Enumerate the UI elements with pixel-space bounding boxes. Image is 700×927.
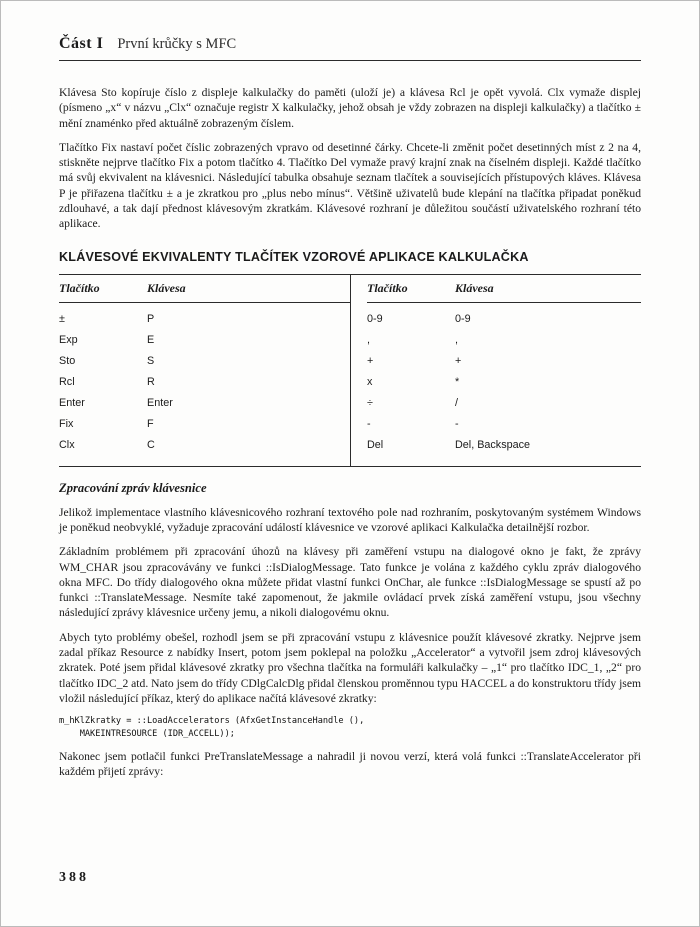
paragraph-3: Jelikož implementace vlastního klávesnicového rozhraní textového pole nad rozhraním, poskytovaným systémem Windows je poněkud neobvyklé, vyžaduje zpracování událostí klávesnice ve vzorové aplikaci Kalkulačka detailnější rozbor. (59, 505, 641, 534)
table-row (367, 393, 641, 414)
table-row (367, 330, 641, 351)
cell-button: Fix (59, 417, 74, 430)
table-row (59, 435, 350, 456)
subsection-heading: Zpracování zpráv klávesnice (59, 480, 207, 495)
table-row (59, 351, 350, 372)
table-left-header-row (59, 275, 350, 303)
chapter-title: První krůčky s MFC (117, 36, 237, 52)
cell-key: * (455, 375, 460, 388)
code-line-1: m_hKlZkratky = ::LoadAccelerators (AfxGetInstanceHandle (), (59, 716, 365, 727)
table-row (367, 414, 641, 435)
cell-button: Rcl (59, 375, 75, 388)
paragraph-1: Klávesa Sto kopíruje číslo z displeje kalkulačky do paměti (uloží je) a klávesa Rcl je opět vyvolá. Clx vymaže displej (písmeno „x“ v názvu „Clx“ označuje registr X kalkulačky, jehož obsah je vždy zobrazen na displeji kalkulačky) a tlačítko ± mění znaménko před aktuálně zobrazeným číslem. (59, 86, 641, 130)
cell-key: P (147, 312, 155, 325)
cell-key: E (147, 333, 155, 346)
cell-button: x (367, 375, 373, 388)
cell-key: R (147, 375, 155, 388)
cell-button: , (367, 333, 370, 346)
col-header-button: Tlačítko (367, 280, 408, 295)
paragraph-5: Abych tyto problémy obešel, rozhodl jsem se při zpracování vstupu z klávesnice použít klávesové zkratky. Nejprve jsem zadal příkaz Resource z nabídky Insert, potom jsem poklepal na položku „Accelerator“ a vytvořil jsem zdroj klávesových zkratek. Poté jsem přidal klávesové zkratky pro všechna tlačítka na formuláři kalkulačky – „1“ pro tlačítko IDC_1, „2“ pro tlačítko IDC_2 atd. Nato jsem do třídy CDlgCalcDlg přidal členskou proměnnou typu HACCEL a do konstruktoru třídy jsem vložil následující příkaz, který do aplikace načítá klávesové zkratky: (59, 630, 641, 705)
table-left-half (59, 275, 350, 466)
cell-button: Exp (59, 333, 78, 346)
table-row (59, 330, 350, 351)
table-row (367, 372, 641, 393)
table-row (367, 351, 641, 372)
cell-button: Sto (59, 354, 76, 367)
cell-key: 0-9 (455, 312, 471, 325)
key-equivalents-table (59, 274, 641, 467)
table-row (59, 309, 350, 330)
cell-key: , (455, 333, 458, 346)
code-listing (59, 715, 641, 740)
col-header-key: Klávesa (455, 280, 494, 295)
paragraph-6: Nakonec jsem potlačil funkci PreTranslateMessage a nahradil ji novou verzí, která volá funkci ::TranslateAccelerator při každém přijetí zprávy: (59, 750, 641, 779)
cell-key: / (455, 396, 458, 409)
table-right-header-row (367, 275, 641, 303)
table-row (59, 414, 350, 435)
cell-key: + (455, 354, 462, 367)
paragraph-4: Základním problémem při zpracování úhozů na klávesy při zaměření vstupu na dialogové okno je fakt, že zprávy WM_CHAR jsou zpracovávány ve funkci ::IsDialogMessage. Tato funkce je volána z každého cyklu zpráv dialogového okna MFC. Do třídy dialogového okna můžete přidat vlastní funkci OnChar, ale funkce ::IsDialogMessage se spustí až po funkci ::TranslateMessage. Nesmíte také zapomenout, že jakmile ovládací prvek získá zaměření vstupu, jsou všechny následující zprávy klávesnice určeny jemu, a nikoli dialogovému oknu. (59, 545, 641, 620)
col-header-button: Tlačítko (59, 280, 100, 295)
cell-button: + (367, 354, 374, 367)
cell-button: ± (59, 312, 65, 325)
table-row (367, 309, 641, 330)
col-header-key: Klávesa (147, 280, 186, 295)
cell-key: C (147, 438, 155, 451)
cell-button: Enter (59, 396, 85, 409)
code-line-2: MAKEINTRESOURCE (IDR_ACCELL)); (59, 728, 235, 739)
cell-button: - (367, 417, 371, 430)
table-row (59, 393, 350, 414)
page-number: 388 (59, 870, 89, 885)
table-row (367, 435, 641, 456)
cell-key: S (147, 354, 155, 367)
cell-key: Enter (147, 396, 173, 409)
cell-key: - (455, 417, 459, 430)
table-section-heading: KLÁVESOVÉ EKVIVALENTY TLAČÍTEK VZOROVÉ APLIKACE KALKULAČKA (59, 249, 529, 264)
table-right-half (350, 275, 641, 466)
cell-key: Del, Backspace (455, 438, 531, 451)
running-head (59, 35, 641, 61)
table-row (59, 372, 350, 393)
part-label: Část I (59, 35, 104, 52)
cell-button: ÷ (367, 396, 373, 409)
cell-button: 0-9 (367, 312, 383, 325)
cell-button: Clx (59, 438, 75, 451)
cell-key: F (147, 417, 154, 430)
cell-button: Del (367, 438, 384, 451)
paragraph-2: Tlačítko Fix nastaví počet číslic zobrazených vpravo od desetinné čárky. Chcete-li změnit počet desetinných míst z 2 na 4, stiskněte nejprve tlačítko Fix a potom tlačítko 4. Tlačítko Del vymaže pravý krajní znak na číselném displeji. Každé tlačítko má svůj ekvivalent na klávesnici. Následující tabulka obsahuje seznam tlačítek a souvisejících přístupových kláves. Klávesa P je přiřazena tlačítku ± a je zkratkou pro „plus nebo mínus“. Většině uživatelů bude klepání na tlačítka připadat poněkud zdlouhavé, a tak dají přednost klávesovým zkratkám. Klávesové rozhraní je důležitou součástí uživatelského rozhraní této aplikace. (59, 140, 641, 231)
